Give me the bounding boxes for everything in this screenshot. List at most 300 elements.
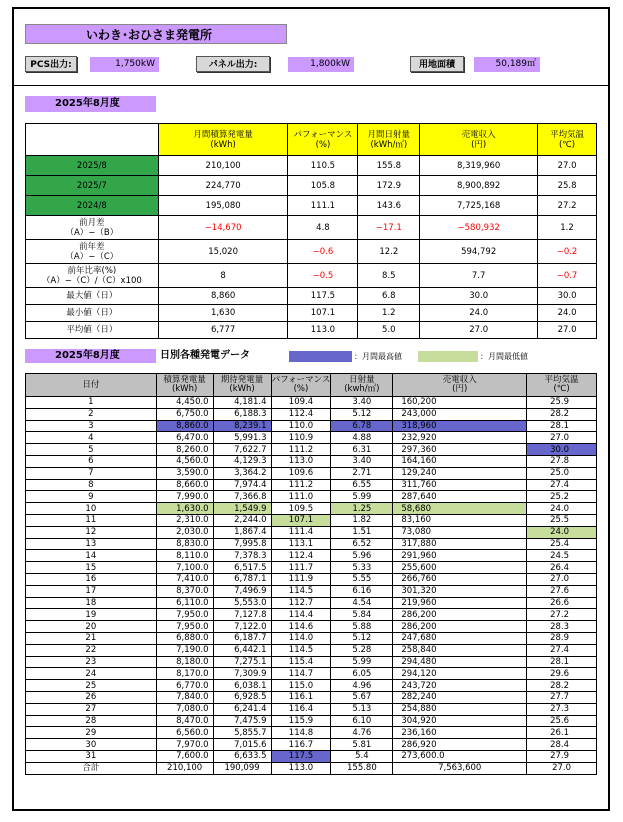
daily-date-cell-text: 6 (88, 456, 94, 467)
daily-cell-text: 7,127.8 (234, 609, 267, 620)
summary-row-label-text: （A）−（C） (65, 251, 119, 262)
daily-cell-text: 116.4 (288, 704, 314, 715)
daily-total-cell (331, 762, 393, 774)
summary-cell (288, 216, 358, 240)
daily-cell (331, 703, 393, 715)
daily-cell (271, 609, 331, 621)
summary-row (26, 240, 597, 264)
summary-cell (288, 156, 358, 176)
daily-cell (393, 656, 527, 668)
daily-cell (213, 562, 271, 574)
daily-date-cell-text: 9 (88, 491, 94, 502)
summary-cell-text: 113.0 (310, 325, 336, 335)
daily-cell-text: 8,170.0 (176, 668, 209, 679)
daily-cell (527, 727, 597, 739)
daily-total-cell-text: 190,099 (224, 763, 260, 774)
daily-date-cell (26, 432, 157, 444)
summary-cell (538, 156, 597, 176)
summary-cell (158, 264, 288, 288)
daily-cell (527, 597, 597, 609)
daily-cell-text: 114.5 (288, 586, 314, 597)
daily-date-cell (26, 467, 157, 479)
daily-cell-text: 243,000 (401, 409, 437, 420)
daily-cell-text: 291,960 (401, 550, 437, 561)
daily-cell-text: 255,600 (401, 562, 437, 573)
daily-row (26, 644, 597, 656)
daily-cell-text: 160,200 (401, 397, 437, 408)
summary-row-label-text: （A）−（B） (65, 227, 119, 238)
summary-cell-text: 12.2 (379, 246, 399, 257)
summary-cell-text: 117.5 (310, 291, 336, 301)
daily-date-cell (26, 715, 157, 727)
daily-cell (393, 420, 527, 432)
daily-column-header-text: (%) (293, 384, 309, 394)
summary-row-label-text: 最小値（日） (66, 308, 118, 318)
daily-row (26, 715, 597, 727)
daily-cell-text: 117.5 (288, 751, 314, 762)
daily-cell (271, 739, 331, 751)
daily-row (26, 467, 597, 479)
summary-row-label-text: 平均値（日） (66, 325, 118, 335)
daily-row (26, 668, 597, 680)
daily-cell-text: 6,110.0 (176, 597, 209, 608)
daily-total-cell-text: 155.80 (347, 763, 377, 774)
daily-cell-text: 25.9 (550, 397, 570, 408)
daily-cell (527, 573, 597, 585)
summary-column-header-text: パフォーマンス (293, 129, 353, 140)
daily-cell (271, 562, 331, 574)
daily-date-cell (26, 621, 157, 633)
summary-row (26, 156, 597, 176)
daily-cell-text: 28.2 (550, 409, 570, 420)
summary-cell (158, 322, 288, 339)
daily-cell-text: 4,129.3 (234, 456, 267, 467)
daily-cell-text: 26.1 (550, 727, 570, 738)
daily-cell-text: 287,640 (401, 491, 437, 502)
daily-date-cell-text: 4 (88, 432, 94, 443)
daily-cell (527, 420, 597, 432)
summary-cell (538, 264, 597, 288)
daily-cell (331, 715, 393, 727)
daily-cell (213, 420, 271, 432)
daily-date-cell (26, 750, 157, 762)
daily-cell-text: 4,560.0 (176, 456, 209, 467)
daily-cell (271, 668, 331, 680)
daily-cell (527, 644, 597, 656)
daily-row (26, 432, 597, 444)
daily-cell-text: 5.28 (352, 645, 372, 656)
daily-row (26, 597, 597, 609)
daily-cell-text: 7,496.9 (234, 586, 267, 597)
summary-cell (420, 288, 538, 305)
summary-row-label (26, 264, 159, 288)
daily-date-cell (26, 408, 157, 420)
daily-cell-text: 112.7 (288, 597, 314, 608)
daily-cell-text: 28.9 (550, 633, 570, 644)
daily-date-cell-text: 7 (88, 468, 94, 479)
daily-cell (527, 503, 597, 515)
daily-cell (213, 479, 271, 491)
summary-cell-text: 107.1 (310, 308, 336, 318)
daily-cell-text: 6.52 (352, 538, 372, 549)
daily-cell-text: 8,110.0 (176, 550, 209, 561)
daily-table (25, 373, 597, 775)
summary-cell (288, 305, 358, 322)
daily-cell (213, 644, 271, 656)
daily-date-cell-text: 11 (85, 515, 97, 526)
summary-cell-text: 15,020 (208, 246, 238, 257)
daily-header-row (26, 374, 597, 397)
daily-cell (156, 562, 213, 574)
daily-cell (527, 444, 597, 456)
daily-row (26, 703, 597, 715)
summary-column-header (358, 124, 420, 156)
daily-total-label (26, 762, 157, 774)
summary-cell-text: −17.1 (375, 222, 402, 233)
daily-cell-text: 2,030.0 (176, 527, 209, 538)
daily-cell (271, 703, 331, 715)
daily-cell-text: 6,038.1 (234, 680, 267, 691)
daily-cell (213, 455, 271, 467)
summary-header-row (26, 124, 597, 156)
daily-row (26, 455, 597, 467)
summary-row (26, 288, 597, 305)
summary-cell-text: 4.8 (316, 222, 330, 233)
daily-total-cell (156, 762, 213, 774)
daily-cell (527, 691, 597, 703)
daily-cell (331, 573, 393, 585)
summary-row-label (26, 216, 159, 240)
summary-cell (420, 216, 538, 240)
daily-date-cell-text: 24 (85, 668, 97, 679)
daily-cell-text: 114.6 (288, 621, 314, 632)
daily-cell-text: 107.1 (288, 515, 314, 526)
daily-column-header (393, 374, 527, 397)
daily-row (26, 479, 597, 491)
daily-row (26, 444, 597, 456)
daily-total-cell (271, 762, 331, 774)
daily-cell (527, 750, 597, 762)
daily-cell (393, 621, 527, 633)
daily-date-cell (26, 444, 157, 456)
daily-cell-text: 109.4 (288, 397, 314, 408)
daily-cell (156, 691, 213, 703)
daily-row (26, 491, 597, 503)
daily-cell (271, 455, 331, 467)
daily-cell (331, 739, 393, 751)
daily-cell-text: 5.33 (352, 562, 372, 573)
daily-cell-text: 29.6 (550, 668, 570, 679)
daily-cell-text: 58,680 (401, 503, 432, 514)
summary-cell (420, 176, 538, 196)
daily-cell-text: 7,622.7 (234, 444, 267, 455)
daily-cell-text: 111.2 (288, 479, 314, 490)
daily-date-cell (26, 585, 157, 597)
daily-date-cell-text: 17 (85, 586, 97, 597)
daily-cell-text: 27.2 (550, 609, 570, 620)
daily-cell-text: 6,770.0 (176, 680, 209, 691)
daily-cell (213, 632, 271, 644)
summary-cell (288, 322, 358, 339)
summary-cell (358, 176, 420, 196)
daily-date-cell-text: 27 (85, 704, 97, 715)
daily-cell-text: 1,867.4 (234, 527, 267, 538)
page-title: いわき･おひさま発電所 (25, 24, 287, 44)
daily-cell-text: 25.5 (550, 515, 570, 526)
daily-column-header-text: 期待発電量 (220, 375, 264, 385)
daily-cell (393, 691, 527, 703)
daily-cell (527, 467, 597, 479)
daily-cell-text: 2,310.0 (176, 515, 209, 526)
daily-column-header-text: 日付 (82, 379, 100, 390)
daily-cell (213, 750, 271, 762)
daily-cell (213, 656, 271, 668)
summary-cell-text: 30.0 (557, 291, 577, 301)
daily-cell (527, 538, 597, 550)
summary-row (26, 322, 597, 339)
daily-cell-text: 5,991.3 (234, 432, 267, 443)
summary-row-label-text: 前月差 (79, 217, 105, 228)
daily-cell-text: 318,960 (401, 420, 437, 431)
daily-row (26, 397, 597, 409)
daily-cell-text: 27.4 (550, 645, 570, 656)
daily-cell-text: 25.4 (550, 538, 570, 549)
summary-cell-text: −14,670 (204, 222, 242, 233)
daily-cell (156, 491, 213, 503)
daily-cell-text: 4.54 (352, 597, 372, 608)
daily-cell (331, 691, 393, 703)
summary-row-label-text: 最大値（日） (66, 291, 118, 301)
daily-cell-text: 27.7 (550, 692, 570, 703)
daily-total-row (26, 762, 597, 774)
summary-cell (420, 196, 538, 216)
daily-cell (331, 621, 393, 633)
summary-cell-text: 24.0 (469, 308, 489, 318)
daily-cell (331, 444, 393, 456)
summary-cell (288, 176, 358, 196)
daily-date-cell-text: 12 (85, 527, 97, 538)
daily-cell-text: 4.88 (352, 432, 372, 443)
daily-cell (393, 727, 527, 739)
daily-cell (527, 526, 597, 538)
daily-cell-text: 5.12 (352, 409, 372, 420)
daily-cell-text: 311,760 (401, 479, 437, 490)
daily-cell (156, 526, 213, 538)
daily-cell-text: 6,560.0 (176, 727, 209, 738)
daily-cell (213, 550, 271, 562)
daily-cell (331, 632, 393, 644)
daily-cell-text: 6,470.0 (176, 432, 209, 443)
daily-cell-text: 297,360 (401, 444, 437, 455)
daily-cell (156, 432, 213, 444)
daily-cell (393, 668, 527, 680)
daily-cell-text: 73,080 (401, 527, 432, 538)
daily-cell-text: 111.9 (288, 574, 314, 585)
daily-cell (393, 703, 527, 715)
daily-date-cell-text: 21 (85, 633, 97, 644)
daily-cell (393, 455, 527, 467)
daily-date-cell-text: 20 (85, 621, 97, 632)
daily-cell (331, 562, 393, 574)
daily-column-header-text: 積算発電量 (163, 375, 206, 385)
daily-date-cell-text: 14 (85, 550, 97, 561)
daily-cell-text: 8,660.0 (176, 479, 209, 490)
daily-cell-text: 7,100.0 (176, 562, 209, 573)
daily-cell (271, 397, 331, 409)
summary-cell-text: 6,777 (210, 325, 236, 335)
daily-cell-text: 7,970.0 (176, 739, 209, 750)
summary-cell (538, 216, 597, 240)
daily-date-cell-text: 29 (85, 727, 97, 738)
daily-cell-text: 4,181.4 (234, 397, 267, 408)
daily-cell-text: 2.71 (352, 468, 372, 479)
daily-cell (331, 680, 393, 692)
daily-date-cell (26, 644, 157, 656)
daily-cell-text: 115.4 (288, 656, 314, 667)
summary-header-blank (26, 124, 159, 156)
daily-column-header-text: (℃) (553, 384, 570, 394)
daily-cell-text: 26.6 (550, 597, 570, 608)
daily-cell (213, 514, 271, 526)
summary-column-header-text: (kWh) (210, 139, 236, 150)
daily-cell (271, 420, 331, 432)
daily-date-cell (26, 420, 157, 432)
daily-cell (331, 503, 393, 515)
summary-cell-text: 8,900,892 (457, 180, 501, 191)
daily-date-cell-text: 18 (85, 597, 97, 608)
daily-date-cell-text: 23 (85, 656, 97, 667)
summary-cell (538, 305, 597, 322)
daily-cell (213, 444, 271, 456)
daily-cell (393, 597, 527, 609)
daily-cell (527, 562, 597, 574)
daily-date-cell-text: 13 (85, 538, 97, 549)
daily-row (26, 585, 597, 597)
daily-cell-text: 317,880 (401, 538, 437, 549)
summary-column-header-text: (円) (471, 139, 487, 150)
legend-low-label: ：月間最低値 (480, 352, 528, 361)
daily-cell-text: 112.4 (288, 550, 314, 561)
daily-cell-text: 8,239.1 (234, 420, 267, 431)
legend-high-label: ：月間最高値 (354, 352, 402, 361)
daily-cell (527, 621, 597, 633)
daily-cell (271, 573, 331, 585)
daily-column-header (331, 374, 393, 397)
summary-column-header (420, 124, 538, 156)
daily-cell-text: 111.7 (288, 562, 314, 573)
daily-cell (393, 503, 527, 515)
daily-cell-text: 7,974.4 (234, 479, 267, 490)
summary-row-label (26, 176, 159, 196)
daily-cell-text: 6.31 (352, 444, 372, 455)
daily-cell-text: 7,309.9 (234, 668, 267, 679)
daily-cell (156, 585, 213, 597)
summary-cell-text: 7.7 (471, 270, 486, 281)
daily-cell-text: 4,450.0 (176, 397, 209, 408)
daily-cell (331, 750, 393, 762)
daily-cell (213, 585, 271, 597)
daily-total-cell (393, 762, 527, 774)
daily-cell (527, 680, 597, 692)
daily-cell-text: 116.1 (288, 692, 314, 703)
daily-cell (527, 479, 597, 491)
daily-cell-text: 8,470.0 (176, 715, 209, 726)
daily-cell (156, 703, 213, 715)
daily-cell (213, 491, 271, 503)
daily-cell-text: 1.82 (352, 515, 372, 526)
daily-cell (393, 491, 527, 503)
daily-cell-text: 7,950.0 (176, 621, 209, 632)
summary-cell-text: 8 (220, 270, 226, 281)
daily-cell-text: 294,480 (401, 656, 437, 667)
summary-cell-text: −0.5 (312, 270, 334, 281)
summary-column-header (158, 124, 288, 156)
daily-cell-text: 7,840.0 (176, 692, 209, 703)
summary-cell-text: 27.0 (469, 325, 489, 335)
daily-cell (393, 632, 527, 644)
daily-cell (213, 573, 271, 585)
daily-cell (331, 538, 393, 550)
daily-cell-text: 247,680 (401, 633, 437, 644)
daily-cell (213, 680, 271, 692)
daily-date-cell-text: 22 (85, 645, 97, 656)
summary-cell-text: 6.8 (382, 291, 396, 301)
daily-cell (331, 656, 393, 668)
daily-date-cell-text: 16 (85, 574, 97, 585)
daily-cell (156, 479, 213, 491)
daily-total-cell-text: 7,563,600 (438, 763, 482, 774)
daily-cell (527, 609, 597, 621)
daily-date-cell-text: 10 (85, 503, 97, 514)
summary-cell-text: 8,860 (210, 291, 236, 301)
summary-row-label (26, 156, 159, 176)
daily-cell-text: 6.55 (352, 479, 372, 490)
daily-column-header-text: (円) (452, 384, 468, 394)
daily-cell-text: 5,553.0 (234, 597, 267, 608)
daily-cell-text: 27.6 (550, 586, 570, 597)
daily-cell-text: 8,370.0 (176, 586, 209, 597)
legend-high-swatch (289, 351, 352, 362)
summary-row-label-text: 前年差 (79, 241, 105, 252)
daily-row (26, 408, 597, 420)
daily-cell (331, 479, 393, 491)
daily-cell (393, 562, 527, 574)
daily-cell-text: 3,590.0 (176, 468, 209, 479)
daily-row (26, 691, 597, 703)
summary-row-label (26, 240, 159, 264)
daily-cell (527, 715, 597, 727)
daily-date-cell-text: 19 (85, 609, 97, 620)
daily-cell (331, 455, 393, 467)
daily-cell (156, 408, 213, 420)
daily-cell (527, 455, 597, 467)
daily-date-cell-text: 8 (88, 479, 94, 490)
summary-cell (358, 156, 420, 176)
daily-cell-text: 115.9 (288, 715, 314, 726)
daily-cell-text: 25.0 (550, 468, 570, 479)
daily-cell (156, 420, 213, 432)
daily-total-cell (213, 762, 271, 774)
daily-cell-text: 110.0 (288, 420, 314, 431)
daily-cell-text: 219,960 (401, 597, 437, 608)
daily-cell-text: 7,122.0 (234, 621, 267, 632)
daily-cell (393, 526, 527, 538)
daily-cell-text: 6.05 (352, 668, 372, 679)
daily-cell (271, 491, 331, 503)
daily-row (26, 750, 597, 762)
daily-cell-text: 6,241.4 (234, 704, 267, 715)
daily-cell (393, 538, 527, 550)
